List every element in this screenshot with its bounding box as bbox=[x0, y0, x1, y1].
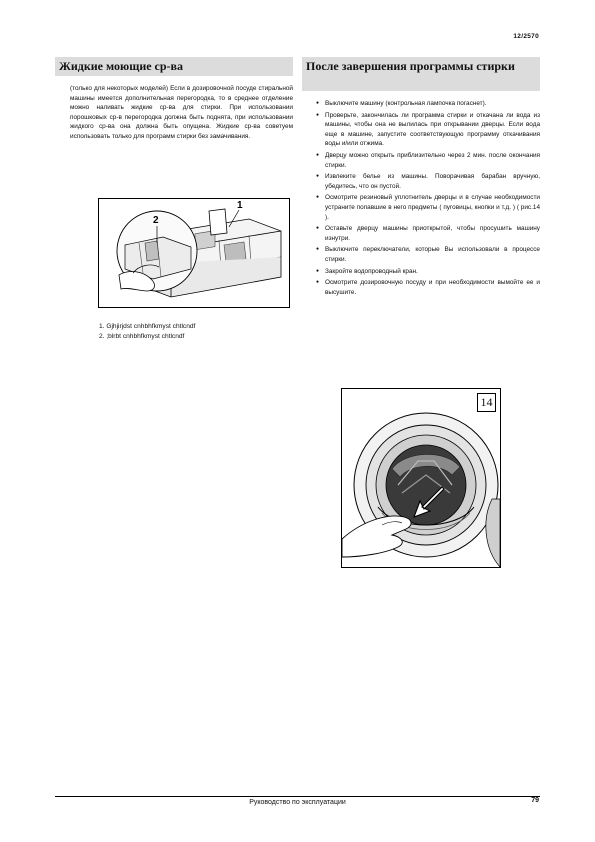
label-1: 1 bbox=[237, 200, 243, 211]
list-item: ● Выключите машину (контрольная лампочка погаснет). bbox=[316, 99, 540, 109]
list-item: ● Закройте водопроводный кран. bbox=[316, 267, 540, 277]
caption-item: 1. Gjhjirjdst cnhbhfkmyst chtlcndf bbox=[99, 323, 196, 330]
after-wash-list bbox=[316, 99, 540, 297]
list-item: ● Осмотрите дозировочную посуду и при необходимости вымойте ее и высушите. bbox=[316, 278, 540, 297]
list-item: ● Дверцу можно открыть приблизительно через 2 мин. после окончания стирки. bbox=[316, 151, 540, 170]
list-item: ● Проверьте, закончилась ли программа стирки и откачана ли вода из машины, чтобы она не вылилась при открывании дверцы. Если вода еще в машине, запустите соответствующую программу откачивания воды и/или отжима. bbox=[316, 111, 540, 149]
list-item: ● Осмотрите резиновый уплотнитель дверцы и в случае необходимости устраните попавшие в него предметы ( пуговицы, кнопки и т.д. ) ( рис.14 ). bbox=[316, 193, 540, 222]
section-title-after-wash: После завершения программы стирки bbox=[302, 57, 540, 91]
page-number: 79 bbox=[531, 797, 539, 804]
section-title-liquid-detergents: Жидкие моющие ср-ва bbox=[55, 57, 293, 76]
right-column bbox=[302, 57, 540, 299]
liquid-detergents-paragraph: (только для некоторых моделей) Если в дозировочной посуде стиральной машины имеется дополнительная перегородка, то в среднее отделение можно наливать жидкие ср-ва для стирки. При использовании порошковых ср-в перегородка должна быть поднята, при использовании жидкого ср-ва она должна быть опущена. Жидкие ср-ва советуем использовать только для программ стирки без замачивания. bbox=[70, 85, 293, 140]
door-seal-drawing bbox=[342, 389, 500, 567]
dispenser-illustration bbox=[98, 198, 290, 308]
list-item: ● Оставьте дверцу машины приоткрытой, чтобы просушить машину изнутри. bbox=[316, 224, 540, 243]
footer-title: Руководство по эксплуатации bbox=[249, 799, 346, 806]
document-code: 12/2570 bbox=[513, 33, 539, 40]
left-column bbox=[55, 57, 293, 142]
list-item: ● Извлеките белье из машины. Поворачивая барабан вручную, убедитесь, что он пустой. bbox=[316, 172, 540, 191]
figure-number: 14 bbox=[477, 393, 496, 412]
label-2: 2 bbox=[153, 215, 159, 226]
dispenser-drawing bbox=[99, 199, 289, 307]
list-item: ● Выключите переключатели, которые Вы использовали в процессе стирки. bbox=[316, 245, 540, 264]
footer-divider bbox=[55, 796, 540, 797]
caption-item: 2. ;blrbt cnhbhfkmyst chtlcndf bbox=[99, 333, 185, 340]
door-seal-illustration bbox=[341, 388, 501, 568]
illustration-captions bbox=[99, 322, 195, 342]
